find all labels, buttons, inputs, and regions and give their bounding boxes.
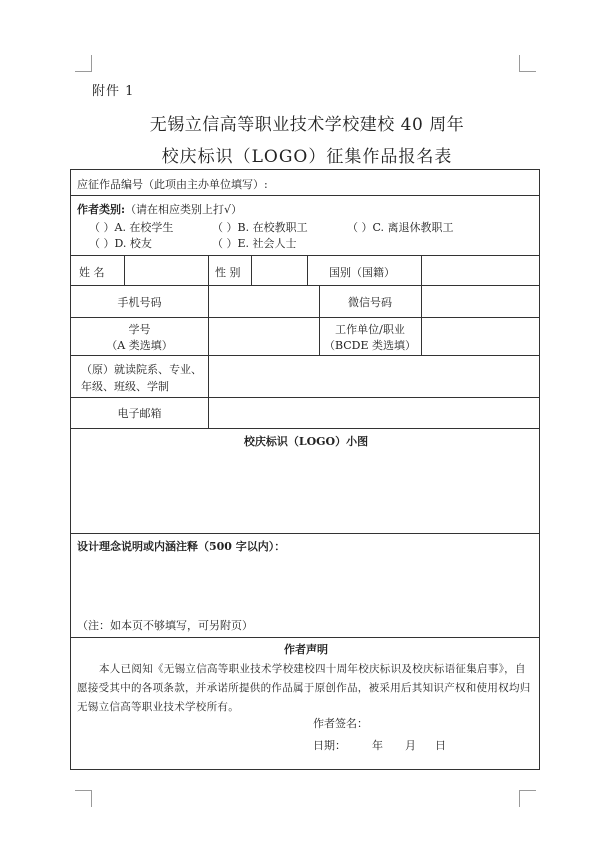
year-label: 年 bbox=[372, 739, 383, 752]
category-option-a[interactable]: （ ）A. 在校学生 bbox=[89, 221, 174, 234]
entry-number-label: 应征作品编号（此项由主办单位填写）: bbox=[77, 178, 268, 191]
page-corner-mark bbox=[519, 790, 536, 807]
row-divider bbox=[71, 533, 539, 534]
page-corner-mark bbox=[519, 55, 536, 72]
col-divider bbox=[124, 255, 125, 285]
school-info-label-line2: 年级、班级、学制 bbox=[81, 380, 169, 393]
page-corner-mark bbox=[75, 55, 92, 72]
document-subtitle: 校庆标识（LOGO）征集作品报名表 bbox=[161, 147, 453, 167]
wechat-label: 微信号码 bbox=[348, 296, 392, 309]
month-label: 月 bbox=[405, 739, 416, 752]
name-label: 姓 名 bbox=[79, 266, 105, 279]
logo-section-title: 校庆标识（LOGO）小图 bbox=[243, 435, 369, 448]
col-divider bbox=[251, 255, 252, 285]
row-divider bbox=[71, 355, 539, 356]
row-divider bbox=[71, 255, 539, 256]
school-info-label-line1: （原）就读院系、专业、 bbox=[81, 363, 202, 376]
student-id-note: （A 类选填） bbox=[106, 339, 173, 352]
col-divider bbox=[307, 255, 308, 285]
row-divider bbox=[71, 195, 539, 196]
design-concept-area[interactable] bbox=[71, 554, 539, 614]
declaration-text: 本人已阅知《无锡立信高等职业技术学校建校四十周年校庆标识及校庆标语征集启事》，自愿接受其中的各项条款，并承诺所提供的作品属于原创作品，被采用后其知识产权和使用权均归无锡立信高等职业技术学校所有。 bbox=[77, 663, 531, 713]
student-id-label: 学号 bbox=[128, 323, 151, 336]
row-divider bbox=[71, 317, 539, 318]
design-concept-label: 设计理念说明或内涵注释（500 字以内）： bbox=[77, 540, 286, 553]
design-note: （注：如本页不够填写，可另附页） bbox=[77, 619, 253, 632]
author-category-heading: 作者类别:（请在相应类别上打√） bbox=[77, 203, 243, 216]
registration-form bbox=[70, 169, 540, 770]
day-label: 日 bbox=[435, 739, 446, 752]
row-divider bbox=[71, 428, 539, 429]
category-option-c[interactable]: （ ）C. 离退休教职工 bbox=[347, 221, 454, 234]
employer-note: （BCDE 类选填） bbox=[323, 339, 417, 352]
category-option-d[interactable]: （ ）D. 校友 bbox=[89, 237, 152, 250]
employer-label: 工作单位/职业 bbox=[335, 323, 405, 336]
document-title: 无锡立信高等职业技术学校建校 40 周年 bbox=[149, 115, 465, 135]
signature-label: 作者签名： bbox=[313, 717, 368, 730]
nationality-label: 国别（国籍） bbox=[329, 266, 395, 279]
date-label: 日期： bbox=[313, 739, 346, 752]
col-divider bbox=[208, 255, 209, 428]
row-divider bbox=[71, 397, 539, 398]
row-divider bbox=[71, 285, 539, 286]
page-corner-mark bbox=[75, 790, 92, 807]
phone-label: 手机号码 bbox=[117, 296, 162, 309]
attachment-label: 附件 1 bbox=[92, 84, 135, 99]
category-option-e[interactable]: （ ）E. 社会人士 bbox=[212, 237, 297, 250]
col-divider bbox=[421, 255, 422, 355]
email-label: 电子邮箱 bbox=[117, 407, 162, 420]
declaration-title: 作者声明 bbox=[284, 643, 328, 656]
gender-label: 性 别 bbox=[215, 266, 241, 279]
category-option-b[interactable]: （ ）B. 在校教职工 bbox=[212, 221, 308, 234]
logo-upload-area[interactable] bbox=[71, 448, 539, 532]
row-divider bbox=[71, 637, 539, 638]
